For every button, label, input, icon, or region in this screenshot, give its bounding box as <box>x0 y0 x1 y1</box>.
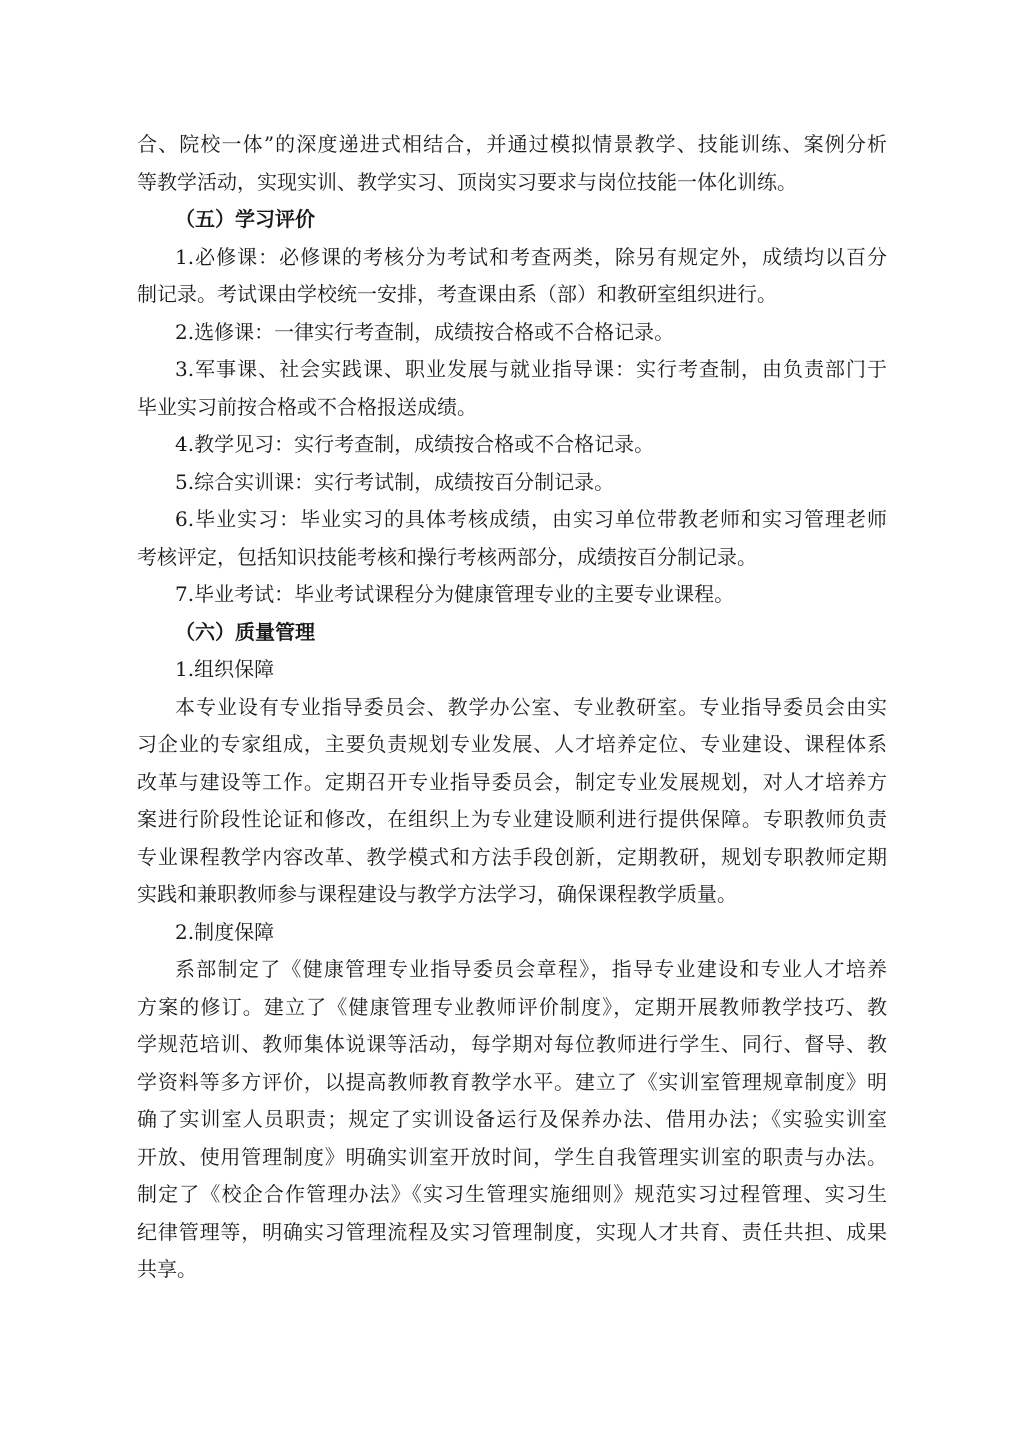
text-line: 纪律管理等，明确实习管理流程及实习管理制度，实现人才共育、责任共担、成果 <box>137 1219 887 1244</box>
text-line: 7.毕业考试：毕业考试课程分为健康管理专业的主要专业课程。 <box>175 582 735 606</box>
text-line: 专业课程教学内容改革、教学模式和方法手段创新，定期教研，规划专职教师定期 <box>137 844 887 869</box>
text-line: 习企业的专家组成，主要负责规划专业发展、人才培养定位、专业建设、课程体系 <box>137 732 887 756</box>
section-heading: （六）质量管理 <box>175 619 315 644</box>
text-line: 改革与建设等工作。定期召开专业指导委员会，制定专业发展规划，对人才培养方 <box>137 769 887 794</box>
text-line: 系部制定了《健康管理专业指导委员会章程》，指导专业建设和专业人才培养 <box>175 957 887 981</box>
text-line: 学规范培训、教师集体说课等活动，每学期对每位教师进行学生、同行、督导、教 <box>137 1032 887 1056</box>
text-line: 5.综合实训课：实行考试制，成绩按百分制记录。 <box>175 469 615 494</box>
text-line: 1.组织保障 <box>175 657 275 681</box>
text-line: 等教学活动，实现实训、教学实习、顶岗实习要求与岗位技能一体化训练。 <box>137 169 797 194</box>
section-heading: （五）学习评价 <box>175 207 315 231</box>
text-line: 制记录。考试课由学校统一安排，考查课由系（部）和教研室组织进行。 <box>137 282 777 306</box>
text-line: 3.军事课、社会实践课、职业发展与就业指导课：实行考查制，由负责部门于 <box>175 357 887 381</box>
text-line: 合、院校一体”的深度递进式相结合，并通过模拟情景教学、技能训练、案例分析 <box>137 132 887 156</box>
text-line: 1.必修课：必修课的考核分为考试和考查两类，除另有规定外，成绩均以百分 <box>175 244 887 269</box>
text-line: 实践和兼职教师参与课程建设与教学方法学习，确保课程教学质量。 <box>137 882 737 906</box>
text-line: 2.选修课：一律实行考查制，成绩按合格或不合格记录。 <box>175 319 675 344</box>
text-line: 考核评定，包括知识技能考核和操行考核两部分，成绩按百分制记录。 <box>137 544 757 569</box>
text-line: 毕业实习前按合格或不合格报送成绩。 <box>137 394 477 419</box>
text-line: 开放、使用管理制度》明确实训室开放时间，学生自我管理实训室的职责与办法。 <box>137 1144 887 1169</box>
text-line: 案进行阶段性论证和修改，在组织上为专业建设顺利进行提供保障。专职教师负责 <box>137 807 887 831</box>
text-line: 确了实训室人员职责；规定了实训设备运行及保养办法、借用办法；《实验实训室 <box>137 1107 887 1131</box>
document-page <box>137 0 887 1289</box>
text-line: 4.教学见习：实行考查制，成绩按合格或不合格记录。 <box>175 432 655 456</box>
text-line: 本专业设有专业指导委员会、教学办公室、专业教研室。专业指导委员会由实 <box>175 694 887 719</box>
text-line: 制定了《校企合作管理办法》《实习生管理实施细则》规范实习过程管理、实习生 <box>137 1182 887 1206</box>
text-line: 6.毕业实习：毕业实习的具体考核成绩，由实习单位带教老师和实习管理老师 <box>175 507 887 531</box>
text-line: 共享。 <box>137 1257 197 1281</box>
text-line: 方案的修订。建立了《健康管理专业教师评价制度》，定期开展教师教学技巧、教 <box>137 994 887 1019</box>
text-line: 学资料等多方评价，以提高教师教育教学水平。建立了《实训室管理规章制度》明 <box>137 1069 887 1094</box>
text-line: 2.制度保障 <box>175 919 275 944</box>
